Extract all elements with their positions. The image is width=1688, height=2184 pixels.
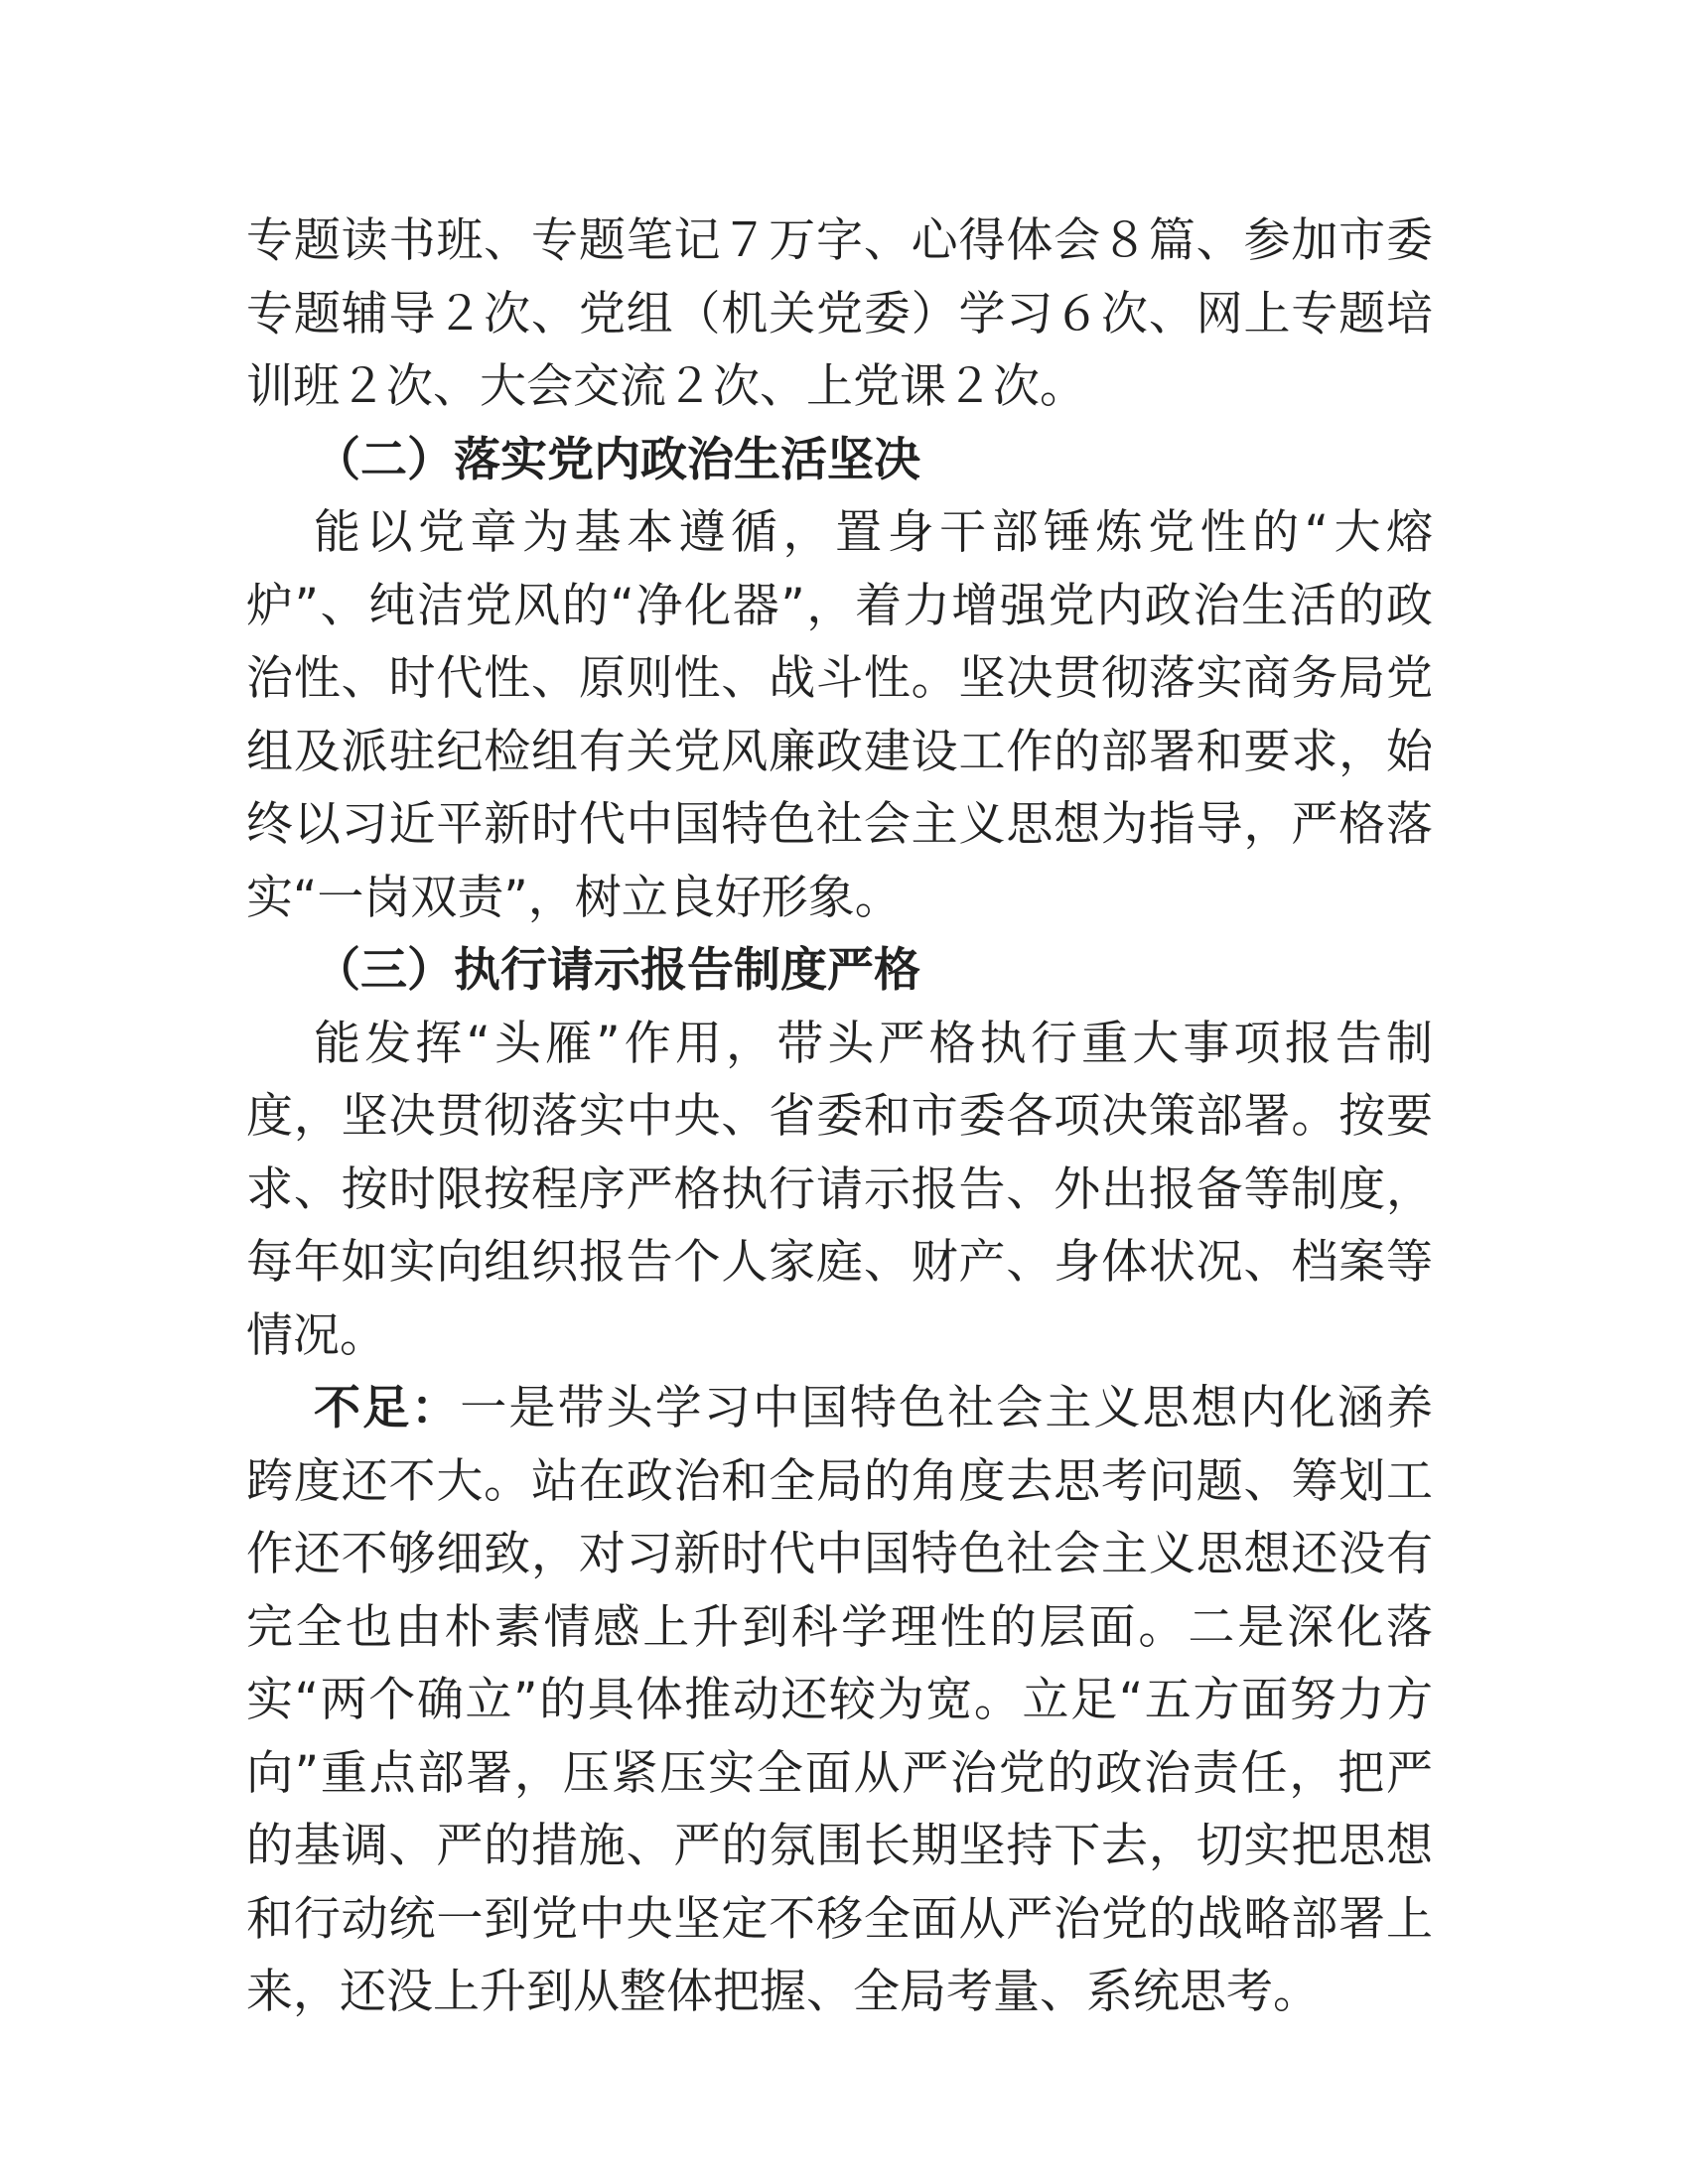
document-body <box>246 205 1433 2029</box>
section-heading-2: （二）落实党内政治生活坚决 <box>314 432 920 487</box>
paragraph-political-life: 能以党章为基本遵循，置身干部锤炼党性的“大熔炉”、纯洁党风的“净化器”，着力增强党内政治生活的政治性、时代性、原则性、战斗性。坚决贯彻落实商务局党组及派驻纪检组有关党风廉政建设工作的部署和要求，始终以习近平新时代中国特色社会主义思想为指导，严格落实“一岗双责”，树立良好形象。 <box>246 505 1433 925</box>
section-heading-3: （三）执行请示报告制度严格 <box>314 943 920 998</box>
paragraph-reporting-system: 能发挥“头雁”作用，带头严格执行重大事项报告制度，坚决贯彻落实中央、省委和市委各项决策部署。按要求、按时限按程序严格执行请示报告、外出报备等制度，每年如实向组织报告个人家庭、财产、身体状况、档案等情况。 <box>246 1016 1433 1363</box>
paragraph-shortcomings <box>246 1372 1433 2029</box>
paragraph-study-summary: 专题读书班、专题笔记７万字、心得体会８篇、参加市委专题辅导２次、党组（机关党委）学习６次、网上专题培训班２次、大会交流２次、上党课２次。 <box>246 213 1433 414</box>
shortcoming-text: 一是带头学习中国特色社会主义思想内化涵养跨度还不大。站在政治和全局的角度去思考问题、筹划工作还不够细致，对习新时代中国特色社会主义思想还没有完全也由朴素情感上升到科学理性的层面。二是深化落实“两个确立”的具体推动还较为宽。立足“五方面努力方向”重点部署，压紧压实全面从严治党的政治责任，把严的基调、严的措施、严的氛围长期坚持下去，切实把思想和行动统一到党中央坚定不移全面从严治党的战略部署上来，还没上升到从整体把握、全局考量、系统思考。 <box>246 1381 1434 2019</box>
shortcoming-label: 不足： <box>314 1381 461 1435</box>
